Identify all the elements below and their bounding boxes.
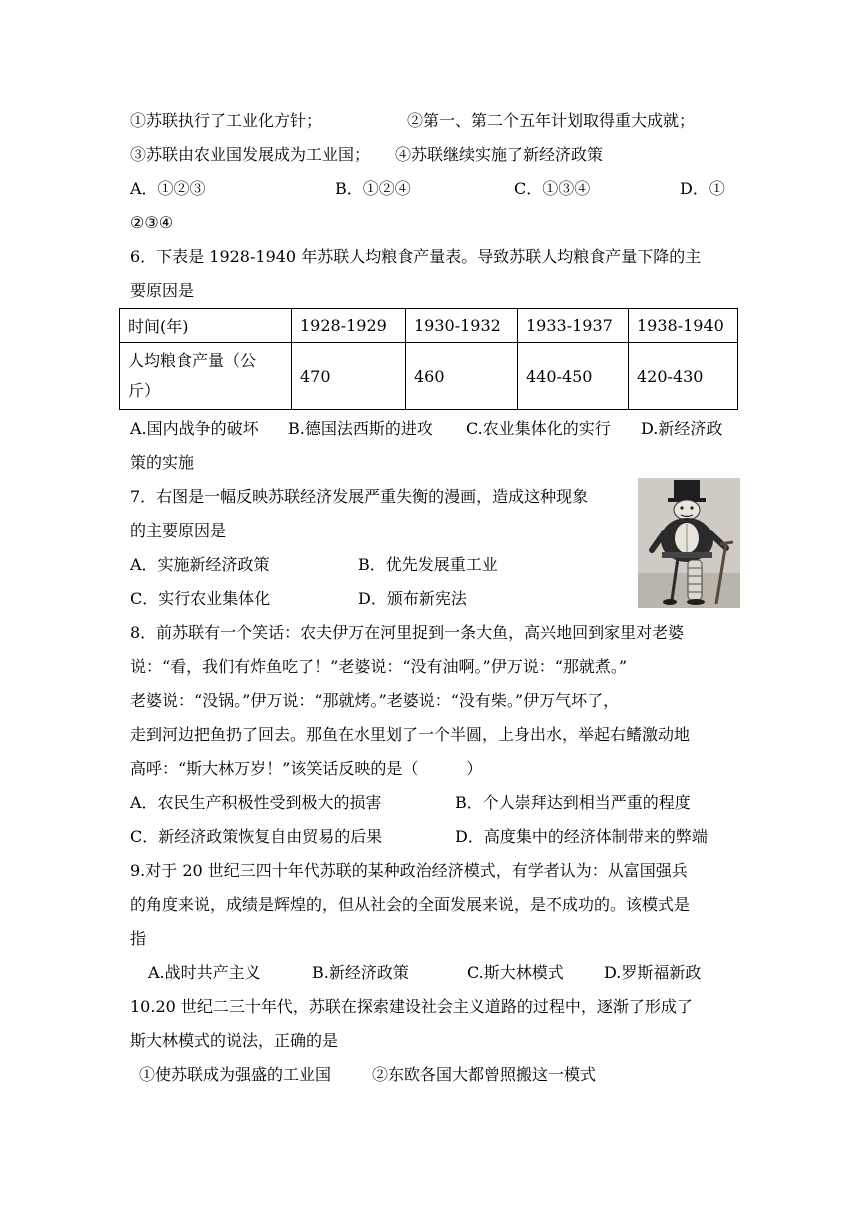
q8-choice-c: C．新经济政策恢复自由贸易的后果	[130, 827, 383, 846]
row-label-line1: 人均粮食产量（公	[128, 351, 257, 370]
q5-choice-a: A．①②③	[130, 179, 206, 198]
q8-line3: 老婆说：“没锅。”伊万说：“那就烤。”老婆说：“没有柴。”伊万气坏了，	[130, 691, 620, 710]
table-cell: 460	[406, 343, 518, 410]
q5-option-4: ④苏联继续实施了新经济政策	[395, 145, 604, 164]
q5-option-2: ②第一、第二个五年计划取得重大成就；	[407, 111, 696, 130]
q7-choice-d: D．颁布新宪法	[358, 589, 467, 608]
row-label-line2: 斤）	[128, 381, 161, 400]
q9-choice-b: B.新经济政策	[312, 963, 409, 982]
q5-choice-b: B．①②④	[335, 179, 411, 198]
q8-line2: 说：“看，我们有炸鱼吃了！”老婆说：“没有油啊。”伊万说：“那就煮。”	[130, 657, 628, 676]
q7-choice-c: C．实行农业集体化	[130, 589, 271, 608]
q5-option-1: ①苏联执行了工业化方针；	[130, 111, 323, 130]
q8-choice-d: D．高度集中的经济体制带来的弊端	[455, 827, 708, 846]
table-header-cell: 1938-1940	[629, 309, 738, 343]
q7-stem-line2: 的主要原因是	[130, 521, 227, 540]
q6-choice-a: A.国内战争的破坏	[130, 419, 259, 438]
table-header-cell: 1933-1937	[518, 309, 629, 343]
q7-choice-b: B．优先发展重工业	[358, 555, 498, 574]
q9-choice-a: A.战时共产主义	[148, 963, 261, 982]
q8-line1: 8．前苏联有一个笑话：农夫伊万在河里捉到一条大鱼，高兴地回到家里对老婆	[130, 623, 685, 642]
q10-line2: 斯大林模式的说法，正确的是	[130, 1031, 339, 1050]
q10-line1: 10.20 世纪二三十年代，苏联在探索建设社会主义道路的过程中，逐渐了形成了	[130, 997, 693, 1016]
q6-choice-d-continued: 策的实施	[130, 453, 195, 472]
q6-choice-d: D.新经济政	[641, 419, 723, 438]
table-cell: 440-450	[518, 343, 629, 410]
q5-choice-d-continued: ②③④	[130, 213, 174, 232]
economic-imbalance-cartoon	[638, 478, 740, 608]
table-row-label	[120, 343, 292, 410]
table-cell: 420-430	[629, 343, 738, 410]
q7-stem-line1: 7．右图是一幅反映苏联经济发展严重失衡的漫画，造成这种现象	[130, 487, 589, 506]
q6-choice-c: C.农业集体化的实行	[466, 419, 611, 438]
table-header-cell: 1930-1932	[406, 309, 518, 343]
q9-choice-c: C.斯大林模式	[467, 963, 564, 982]
q10-option-1: ①使苏联成为强盛的工业国	[139, 1065, 332, 1084]
table-header-cell: 1928-1929	[292, 309, 406, 343]
grain-output-table	[119, 308, 738, 410]
q9-line3: 指	[130, 929, 147, 948]
q5-option-3: ③苏联由农业国发展成为工业国；	[130, 145, 371, 164]
q6-stem-line2: 要原因是	[130, 281, 195, 300]
q7-choice-a: A．实施新经济政策	[130, 555, 270, 574]
table-cell: 470	[292, 343, 406, 410]
cartoon-figure-image	[638, 478, 740, 608]
q8-line4: 走到河边把鱼扔了回去。那鱼在水里划了一个半圆，上身出水，举起右鳍激动地	[130, 725, 691, 744]
q9-line2: 的角度来说，成绩是辉煌的，但从社会的全面发展来说，是不成功的。该模式是	[130, 895, 691, 914]
q6-choice-b: B.德国法西斯的进攻	[288, 419, 433, 438]
q10-option-2: ②东欧各国大都曾照搬这一模式	[372, 1065, 597, 1084]
q6-stem-line1: 6．下表是 1928-1940 年苏联人均粮食产量表。导致苏联人均粮食产量下降的主	[130, 247, 702, 266]
q8-choice-b: B．个人崇拜达到相当严重的程度	[455, 793, 691, 812]
q9-line1: 9.对于 20 世纪三四十年代苏联的某种政治经济模式，有学者认为：从富国强兵	[130, 861, 688, 880]
q9-choice-d: D.罗斯福新政	[604, 963, 702, 982]
q5-choice-c: C．①③④	[514, 179, 591, 198]
q5-choice-d: D．①	[680, 179, 725, 198]
q8-choice-a: A．农民生产积极性受到极大的损害	[130, 793, 382, 812]
table-header-row	[120, 309, 738, 343]
table-header-cell: 时间(年)	[120, 309, 292, 343]
q8-line5: 高呼：“斯大林万岁！”该笑话反映的是（ ）	[130, 759, 483, 778]
table-row	[120, 343, 738, 410]
